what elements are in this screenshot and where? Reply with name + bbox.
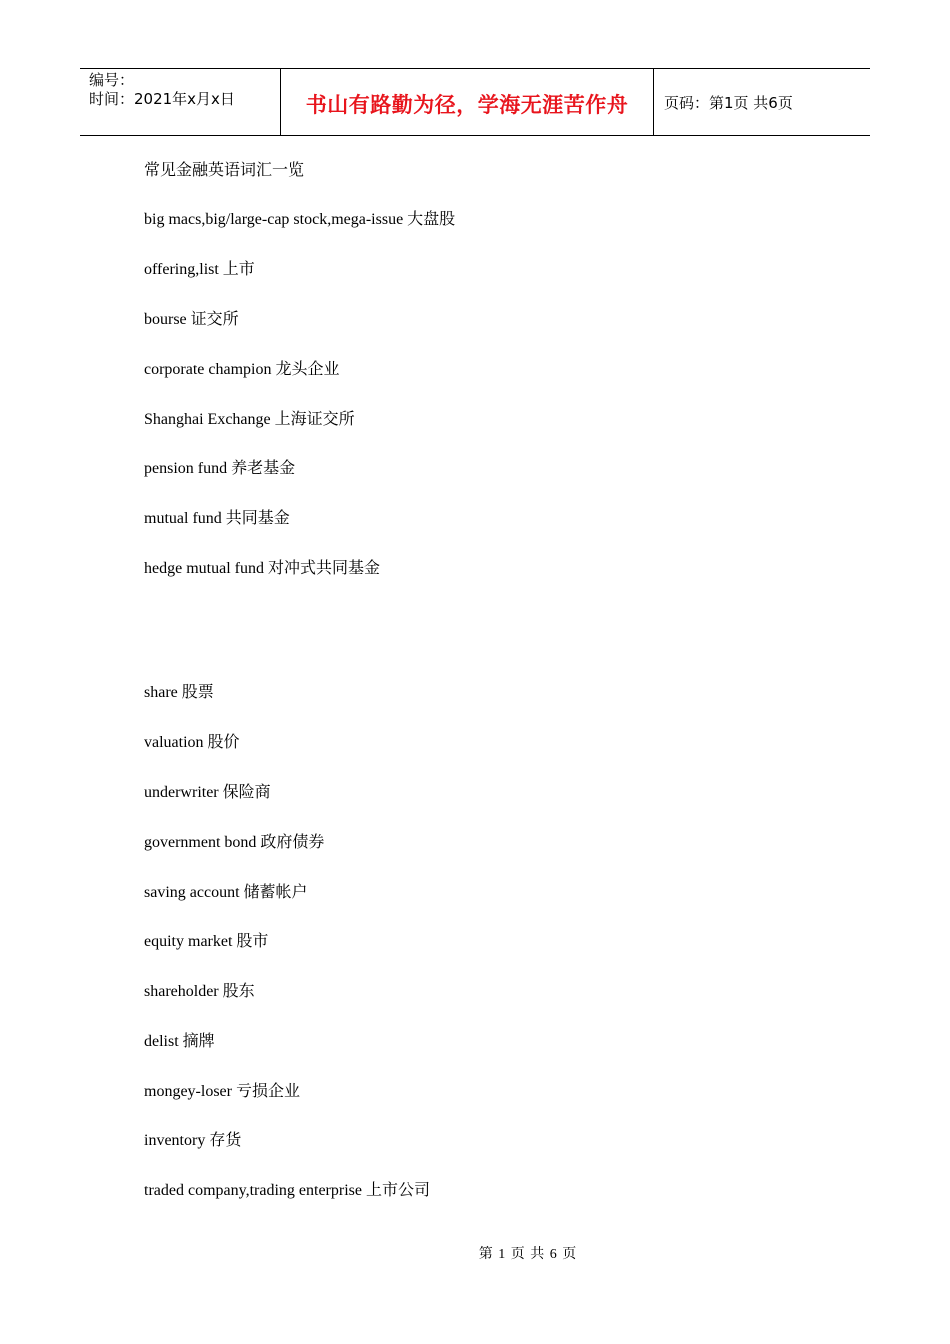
vocab-entry: bourse 证交所 (144, 311, 239, 328)
vocab-entry: mutual fund 共同基金 (144, 510, 290, 527)
vocab-entry: equity market 股市 (144, 933, 269, 950)
header-motto: 书山有路勤为径，学海无涯苦作舟 (305, 93, 629, 117)
vocab-entry: government bond 政府债券 (144, 834, 325, 851)
page-header (80, 68, 870, 136)
vocab-entry: inventory 存货 (144, 1132, 242, 1149)
vocab-entry: saving account 储蓄帐户 (144, 884, 308, 901)
header-time-label: 时间：2021年x月x日 (89, 90, 235, 108)
header-number-label: 编号： (89, 71, 135, 89)
header-motto-cell (281, 69, 654, 135)
header-meta (80, 69, 281, 135)
vocab-entry: pension fund 养老基金 (144, 460, 296, 477)
page-footer (0, 1246, 950, 1264)
vocab-entry: big macs,big/large-cap stock,mega-issue 大盘股 (144, 211, 456, 228)
header-page-info: 页码：第1页 共6页 (664, 93, 793, 112)
vocab-entry: delist 摘牌 (144, 1033, 215, 1050)
document-title: 常见金融英语词汇一览 (144, 162, 305, 179)
vocab-entry: traded company,trading enterprise 上市公司 (144, 1182, 430, 1199)
vocab-entry: offering,list 上市 (144, 261, 255, 278)
vocab-entry: valuation 股价 (144, 734, 240, 751)
vocab-entry: hedge mutual fund 对冲式共同基金 (144, 560, 380, 577)
footer-page-number: 第 1 页 共 6 页 (478, 1247, 578, 1262)
vocab-entry: corporate champion 龙头企业 (144, 361, 340, 378)
header-page-info-cell (654, 69, 870, 135)
vocab-entry: shareholder 股东 (144, 983, 255, 1000)
vocab-entry: share 股票 (144, 684, 214, 701)
vocab-entry: Shanghai Exchange 上海证交所 (144, 411, 355, 428)
vocab-entry: mongey-loser 亏损企业 (144, 1083, 300, 1100)
vocab-entry: underwriter 保险商 (144, 784, 271, 801)
